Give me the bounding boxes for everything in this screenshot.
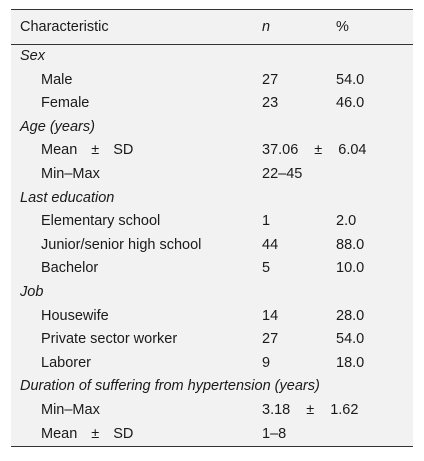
row-label: Private sector worker (41, 331, 178, 348)
table-header-row (11, 10, 413, 45)
plus-minus-sign: ± (306, 401, 315, 418)
row-label (41, 139, 133, 163)
label-part-sd: SD (113, 425, 134, 442)
table-row (11, 163, 413, 187)
table-row (11, 328, 413, 352)
row-n: 9 (262, 354, 271, 371)
section-title: Age (years) (20, 118, 95, 135)
row-percent: 2.0 (336, 213, 357, 230)
section-title: Duration of suffering from hypertension (years) (20, 378, 320, 395)
table-row (11, 139, 413, 163)
row-n: 1 (262, 213, 271, 230)
row-label: Laborer (41, 354, 91, 371)
characteristics-table (11, 9, 413, 447)
header-percent: % (336, 19, 349, 35)
value-mean: 37.06 (262, 142, 299, 159)
row-n (262, 399, 358, 423)
row-label: Housewife (41, 307, 109, 324)
section-title: Sex (20, 48, 45, 64)
table-row (11, 69, 413, 93)
row-n: 27 (262, 71, 279, 88)
section-heading-row (11, 375, 413, 399)
table-row (11, 399, 413, 423)
row-label: Male (41, 71, 73, 88)
row-n: 22–45 (262, 165, 303, 182)
table-row (11, 234, 413, 258)
label-part-mean: Mean (41, 425, 78, 442)
value-sd: 1.62 (330, 401, 359, 418)
label-part-mean: Mean (41, 142, 78, 159)
table-row (11, 210, 413, 234)
row-n: 23 (262, 95, 279, 112)
plus-minus-sign: ± (314, 142, 323, 159)
row-label: Bachelor (41, 260, 99, 277)
row-percent: 10.0 (336, 260, 365, 277)
row-percent: 46.0 (336, 95, 365, 112)
row-percent: 28.0 (336, 307, 365, 324)
section-heading-row (11, 187, 413, 211)
table-row (11, 257, 413, 281)
row-percent: 54.0 (336, 71, 365, 88)
table-row (11, 92, 413, 116)
row-percent: 88.0 (336, 236, 365, 253)
plus-minus-sign: ± (91, 425, 100, 442)
row-label: Elementary school (41, 213, 161, 230)
table-row (11, 352, 413, 376)
row-label: Min–Max (41, 401, 100, 418)
row-percent: 54.0 (336, 331, 365, 348)
row-n: 14 (262, 307, 279, 324)
row-label: Female (41, 95, 90, 112)
row-n: 1–8 (262, 425, 287, 442)
section-heading-row (11, 116, 413, 140)
row-n: 44 (262, 236, 279, 253)
section-title: Last education (20, 189, 115, 206)
section-heading-row (11, 281, 413, 305)
header-characteristic: Characteristic (20, 19, 109, 35)
plus-minus-sign: ± (91, 142, 100, 159)
row-label: Min–Max (41, 165, 100, 182)
header-n: n (262, 19, 271, 35)
section-heading-row (11, 45, 413, 69)
row-n: 5 (262, 260, 271, 277)
label-part-sd: SD (113, 142, 134, 159)
row-n (262, 139, 367, 163)
row-n: 27 (262, 331, 279, 348)
value-sd: 6.04 (338, 142, 367, 159)
row-percent: 18.0 (336, 354, 365, 371)
table-row (11, 423, 413, 447)
row-label: Junior/senior high school (41, 236, 202, 253)
value-mean: 3.18 (262, 401, 291, 418)
table-row (11, 305, 413, 329)
row-label (41, 423, 133, 447)
section-title: Job (20, 283, 44, 300)
